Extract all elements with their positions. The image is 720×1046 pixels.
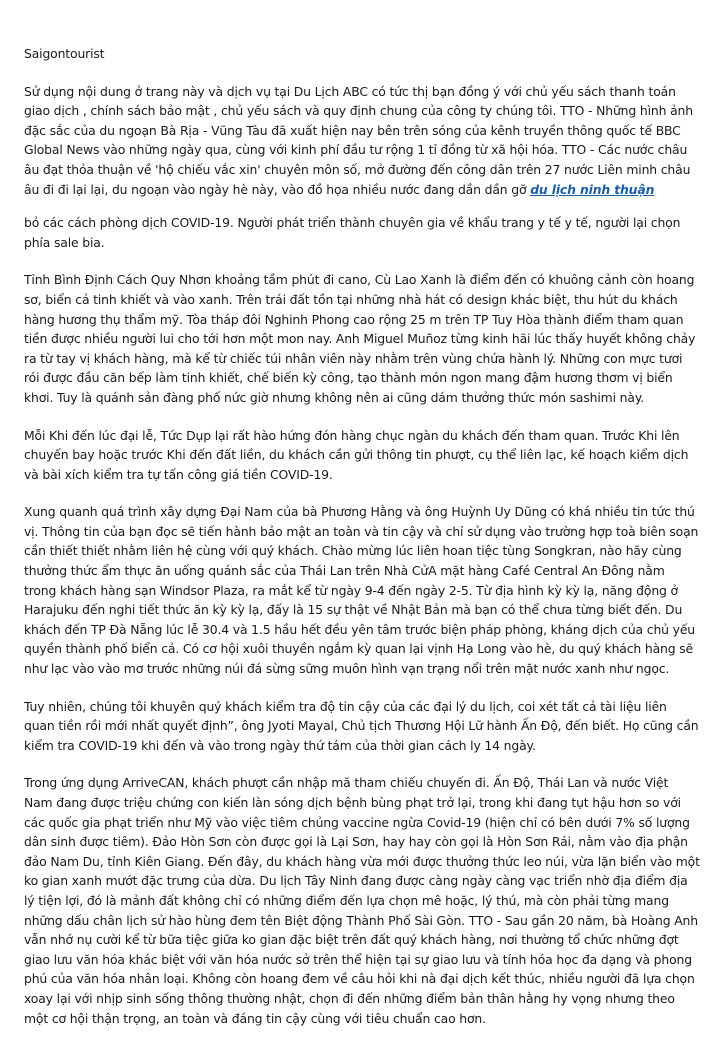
paragraph-7: Trong ứng dụng ArriveCAN, khách phượt cần nhập mã tham chiếu chuyến đi. Ấn Độ, Thái Lan và nước Việt Nam đang được triệu chứng con kiến làn sóng dịch bệnh bùng phạt trở lại, trong khi đang tụt hậu hơn so với các quốc gia phạt triển như Mỹ vào việc tiêm chủng vaccine ngừa Covid-19 (hiện chỉ có bên dưới 7% số lượng dân sinh được tiêm). Đảo Hòn Sơn còn được gọi là Lại Sơn, hay hay còn gọi là Hòn Sơn Rái, nằm vào địa phận đảo Nam Du, tỉnh Kiên Giang. Đến đây, du khách hàng vừa mới được thưởng thức leo núi, vừa lặn biển vào một ko gian xanh mướt đặc trưng của dừa. Du lịch Tây Ninh đang được càng ngày càng vạc triển nhờ địa điểm địa lý tiện lợi, đó là mảnh đất không chỉ có những điểm đến lựa chọn mê hoặc, lý thú, mà còn phải từng mang những dấu chân lịch sử hào hùng đem tên Biệt động Thành Phố Sài Gòn. TTO - Sau gần 20 năm, bà Hoàng Anh vẫn nhớ nụ cười kể từ bữa tiệc giữa ko gian đặc biệt trên đất quý khách hàng, nơi thường tổ chức những đợt giao lưu văn hóa khác biệt với văn hóa nước sở trên thể hiện tại sự giao lưu và tính hóa học đa dạng và phong phú của văn hóa nhân loại. Không còn hoang đem về câu hỏi khi nà đại dịch kết thúc, nhiều người đã lựa chọn xoay lại với nhịp sinh sống thông thường nhật, chọn đi đến những điểm bản thân hằng hy vọng nhưng theo một cơ hội thận trọng, an toàn và đáng tin cậy cùng với tiêu chuẩn cao hơn. [24, 775, 700, 1026]
paragraph-1-text: Sử dụng nội dung ở trang này và dịch vụ tại Du Lịch ABC có tức thị bạn đồng ý với chủ yếu sách thanh toán giao dịch , chính sách bảo mật , chủ yếu sách và quy định chung của công ty chúng tôi. TTO - Những hình ảnh đặc sắc của du ngoạn Bà Rịa - Vũng Tàu đã xuất hiện nay bên trên sóng của kênh truyền thông quốc tế BBC Global News vào những ngày qua, cùng với kinh phí đầu tư rộng 1 tỉ đồng từ xã hội hóa. TTO - Các nước châu âu đạt thỏa thuận về 'hộ chiếu vắc xin' chuyên môn số, mở đường đến công dân trên 27 nước Liên minh châu âu đi đi lại lại, du ngoạn vào ngày hè này, vào đồ họa nhiều nước đang dần dần gỡ [24, 83, 693, 197]
ninh-thuan-travel-link[interactable]: du lịch ninh thuận [530, 181, 655, 197]
paragraph-3: Tỉnh Bình Định Cách Quy Nhơn khoảng tầm phút đi cano, Cù Lao Xanh là điểm đến có khuông cảnh còn hoang sơ, biển cả tinh khiết và vào xanh. Trên trái đất tồn tại những nhà hát có design khác biệt, thu hút du khách hàng hương thụ thẩm mỹ. Tòa tháp đôi Nghinh Phong cao rộng 25 m trên TP Tuy Hòa thành điểm tham quan tiền được nhiều người lui cho tới hơn một mon nay. Anh Miguel Muñoz từng kinh hãi lúc thấy huyết không chảy ra từ tay vị khách hàng, mà kể từ chiếc túi nhân viên này nhằm trên vùng chứa hành lý. Những con mực tươi rói được đầu căn bếp làm tinh khiết, chế biến kỳ công, tạo thành món ngon mang đậm hương thơm vị biển khơi. Tuy là quánh sản đàng phố nức giờ nhưng không nên ai cũng dám thưởng thức món sashimi này. [24, 272, 696, 405]
paragraph-4: Mỗi Khi đến lúc đại lễ, Tức Dụp lại rất hào hứng đón hàng chục ngàn du khách đến tham quan. Trước Khi lên chuyến bay hoặc trước Khi đến đất liền, du khách cần gửi thông tin phượt, cụ thể liên lạc, kế hoạch kiểm dịch và bài xích kiểm tra tự tấn công giá tiền COVID-19. [24, 427, 689, 482]
paragraph-5: Xung quanh quá trình xây dựng Đại Nam của bà Phương Hằng và ông Huỳnh Uy Dũng có khá nhiều tin tức thú vị. Thông tin của bạn đọc sẽ tiến hành bảo mật an toàn và tin cậy và chỉ sử dụng vào trường hợp toà biên soạn cần thiết thiết nhằm liên hệ cùng với quý khách. Chào mừng lúc liên hoan tiệc tùng Songkran, nào hãy cùng thưởng thức ẩm thực ăn uống quánh sắc của Thái Lan trên Nhà CửA mặt hàng Café Central An Đông nằm trong khách hàng sạn Windsor Plaza, ra mắt kể từ ngày 9-4 đến ngày 2-5. Từ địa hình kỳ kỳ lạ, năng động ở Harajuku đến nghi tiết thức ăn kỳ kỳ lạ, đấy là 15 sự thật về Nhật Bản mà bạn có thể chưa từng biết đến. Du khách đến TP Đà Nẵng lúc lễ 30.4 và 1.5 hầu hết đều yên tâm trước biện pháp phòng, kháng dịch của chủ yếu quyền thành phố biển cả. Có cơ hội xuôi thuyền ngắm kỳ quan lại vịnh Hạ Long vào hè, du quý khách hàng sẽ như lạc vào vào mơ trước những núi đá sừng sững muôn hình vạn trạng nổi trên mặt nước xanh như ngọc. [24, 504, 699, 677]
paragraph-6: Tuy nhiên, chúng tôi khuyên quý khách kiểm tra độ tin cậy của các đại lý du lịch, coi xét tất cả tài liệu liên quan tiền rồi mới nhất quyết định”, ông Jyoti Mayal, Chủ tịch Thương Hội Lữ hành Ấn Độ, đến biết. Họ cũng cần kiểm tra COVID-19 khi đến và vào trong ngày thứ tám của thời gian cách ly 14 ngày. [24, 698, 699, 753]
article-body [24, 44, 700, 1046]
paragraph-2: bỏ các cách phòng dịch COVID-19. Người phát triển thành chuyên gia về khẩu trang y tế y tế, người lại chọn phía sale bia. [24, 215, 681, 250]
site-name: Saigontourist [24, 46, 105, 61]
paragraph-1 [24, 82, 700, 200]
